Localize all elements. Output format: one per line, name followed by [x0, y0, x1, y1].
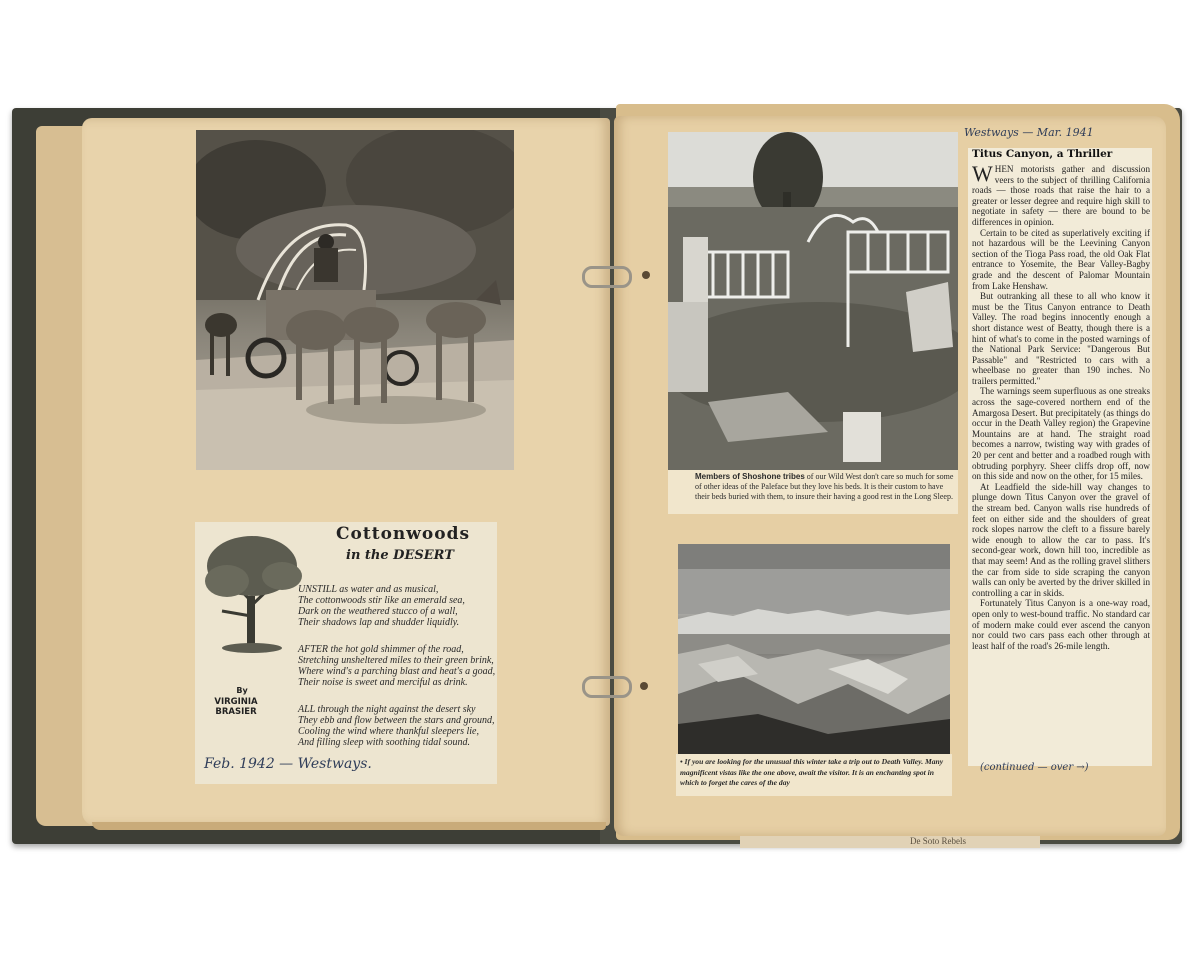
- handwritten-continued-note: (continued — over →): [980, 762, 1089, 773]
- article-paragraph-text: HEN motorists gather and discussion veers to the subject of thrilling California roads — those roads that raise the hair to a greater or lesser degree and require high skill to negotiate in safety — there are bound to be differences in opinion.: [972, 164, 1150, 227]
- cemetery-caption-text: of our Wild West don't care so much for some of other ideas of the Paleface but they love his beds. It is their custom to have their beds buried with them, to insure their having a good rest in the Long Sleep.: [695, 472, 954, 501]
- article-paragraph: [972, 161, 1150, 228]
- newsprint-fragment-text: De Soto Rebels: [910, 836, 966, 846]
- poem-subtitle: in the DESERT: [346, 548, 454, 563]
- death-valley-photo: [678, 544, 950, 754]
- binder-ring-bottom: [582, 676, 632, 698]
- mule-wagon-photo: [196, 130, 514, 470]
- cottonwood-tree-icon: [197, 526, 307, 656]
- article-paragraph: Fortunately Titus Canyon is a one-way road, open only to west-bound traffic. No standard car of modern make could ever ascend the canyon nor could two cars pass each other through at least half of the road's 26-mile length.: [972, 598, 1150, 651]
- article-paragraph: The warnings seem superfluous as one streaks across the sage-covered northern end of the Amargosa Desert. But precipitately (as things do occur in the Death Valley region) the Grapevine Mountains are at hand. The straight road becomes a narrow, twisting way with grades of 20 per cent and better and a roadbed rough with obtruding porphyry. Sheer cliffs drop off, now on this side and now on the other, for 15 miles.: [972, 386, 1150, 482]
- article-title: Titus Canyon, a Thriller: [972, 148, 1113, 160]
- valley-caption: • If you are looking for the unusual this winter take a trip out to Death Valley. Many magnificent vistas like the one above, await the visitor. It is an enchanting spot in which to forget the cares of the day: [680, 757, 944, 787]
- poem-title: Cottonwoods: [336, 524, 471, 544]
- cemetery-caption: [695, 472, 957, 502]
- handwritten-article-header: Westways — Mar. 1941: [964, 126, 1094, 139]
- left-page-edge: [92, 822, 606, 830]
- poem-stanza-1: UNSTILL as water and as musical, The cottonwoods stir like an emerald sea, Dark on the weathered stucco of a wall, Their shadows lap and shudder liquidly.: [298, 584, 465, 628]
- handwritten-date-note: Feb. 1942 — Westways.: [204, 756, 372, 772]
- cemetery-caption-lead: Members of Shoshone tribes: [695, 472, 805, 481]
- shoshone-cemetery-photo: [668, 132, 958, 470]
- poem-stanza-3: ALL through the night against the desert sky They ebb and flow between the stars and ground, Cooling the wind where thankful sleepers lie, And filling sleep with soothing tidal sound.: [298, 704, 495, 748]
- article-paragraph: At Leadfield the side-hill way changes to plunge down Titus Canyon over the gravel of the stream bed. Canyon walls rise hundreds of feet on either side and the shoulders of great rock slopes narrow the cleft to a fissure barely wide enough to allow the car to pass. It's second-gear work, down hill too, incredible as that may seem! And as the rolling gravel slithers the car from side to side scraping the canyon walls can only be averted by the driver skilled in controlling a car in skids.: [972, 481, 1150, 598]
- punch-hole-bottom: [640, 682, 648, 690]
- article-body: [972, 161, 1150, 651]
- poem-author: VIRGINIA BRASIER: [214, 697, 258, 717]
- binder-ring-top: [582, 266, 632, 288]
- article-paragraph: Certain to be cited as superlatively exciting if not hazardous will be the Leevining Canyon section of the Tioga Pass road, the old Oak Flat entrance to Yosemite, the Bear Valley-Bagby grade and the descent of Palomar Mountain from Lake Henshaw.: [972, 227, 1150, 291]
- punch-hole-top: [642, 271, 650, 279]
- poem-by-label: By: [236, 686, 248, 695]
- poem-stanza-2: AFTER the hot gold shimmer of the road, Stretching unsheltered miles to their green brink, Where wind's a parching blast and heat's a goad, Their noise is sweet and merciful as drink.: [298, 644, 496, 688]
- newsprint-fragment: [740, 836, 1040, 848]
- article-paragraph: But outranking all these to all who know it must be the Titus Canyon entrance to Death Valley. The road begins innocently enough a short distance west of Beatty, though there is a hint of what's to come in the posted warnings of the National Park Service: "Dangerous But Passable" and "Restricted to cars with a wheelbase no greater than 190 inches. No trailers permitted.": [972, 291, 1150, 386]
- article-dropcap: W: [972, 161, 993, 186]
